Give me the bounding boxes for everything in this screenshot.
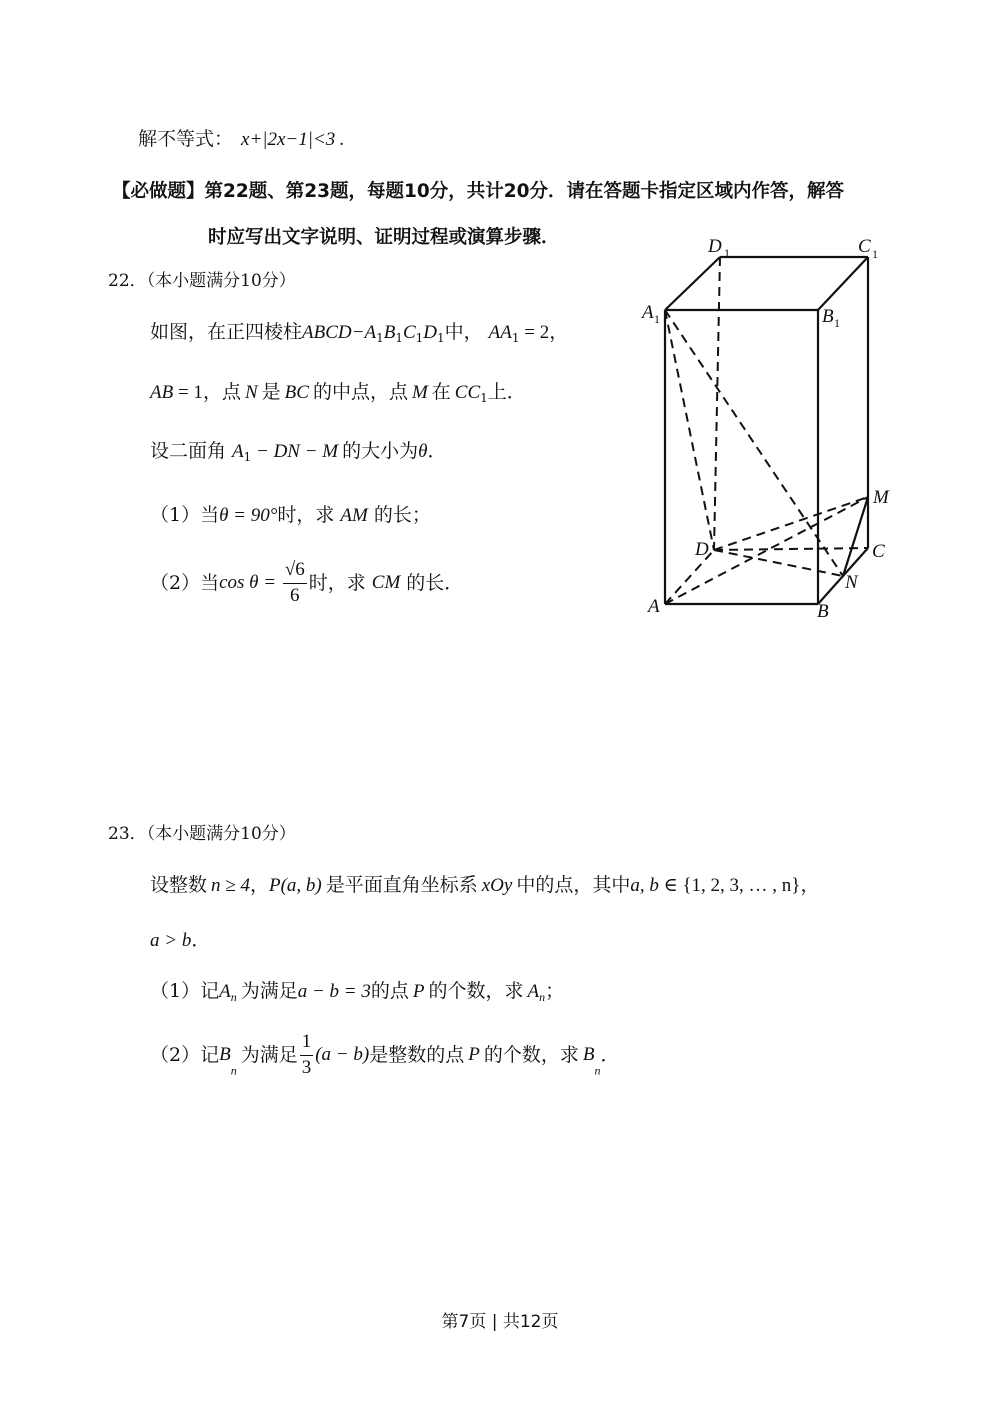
segment-a1-d — [665, 310, 714, 550]
q22-line2: AB = 1，点 N 是 BC 的中点，点 M 在 $CC_1$上． — [150, 381, 526, 405]
label-d1: D — [708, 236, 722, 257]
q22-part2: （2）当cos θ = $\frac{√6}{6}$ 时，求 CM 的长． — [150, 559, 464, 606]
q23-part2: （2）记$B_n$为满足 $\frac{1}{3}$ (a − b)是整数的点 P 的个数，求 $B_n$． — [150, 1031, 620, 1078]
fraction-sqrt6-over-6: $\frac{√6}{6}$ — [284, 559, 305, 606]
fraction-one-third: $\frac{1}{3}$ — [301, 1031, 312, 1078]
label-a: A — [648, 596, 660, 617]
section-instruction-line1: 【必做题】第22题、第23题，每题10分，共计20分．请在答题卡指定区域内作答，解答 — [112, 181, 844, 202]
segment-d-m — [714, 497, 868, 550]
inequality-line: 解不等式： x+|2x−1|<3 . — [138, 128, 345, 150]
q23-line2: a > b． — [150, 930, 211, 951]
svg-text:1: 1 — [654, 312, 660, 326]
label-b: B — [817, 601, 829, 622]
q22-line3: 设二面角 $A_1$ − DN − M 的大小为θ． — [150, 440, 447, 464]
q22-part1: （1）当θ = 90°时，求 AM 的长； — [150, 504, 431, 526]
svg-text:1: 1 — [872, 247, 878, 261]
edge-d1-d — [714, 257, 720, 550]
label-m: M — [873, 487, 889, 508]
segment-d-n — [714, 550, 843, 576]
edge-a1-d1 — [665, 257, 720, 310]
q23-header: 23．（本小题满分10分） — [108, 824, 296, 844]
q22-header: 22．（本小题满分10分） — [108, 271, 296, 291]
edge-b1-c1 — [818, 257, 868, 310]
svg-text:1: 1 — [724, 246, 730, 260]
segment-m-n — [843, 497, 868, 576]
edge-d-c — [714, 548, 868, 550]
q23-line1: 设整数 n ≥ 4，P(a, b) 是平面直角坐标系 xOy 中的点，其中a, b ∈ {1, 2, 3, … , n}， — [150, 874, 820, 896]
svg-text:1: 1 — [834, 316, 840, 330]
q22-line1: 如图，在正四棱柱$ABCD-A_1B_1C_1D_1$中， $AA_1 = 2$， — [150, 321, 569, 345]
label-c1: C — [858, 236, 871, 257]
label-c: C — [872, 541, 885, 562]
section-instruction-line2: 时应写出文字说明、证明过程或演算步骤． — [208, 227, 560, 248]
label-a1: A — [642, 302, 654, 323]
q23-part1: （1）记$A_n$ 为满足a − b = 3的点 P 的个数，求 $A_n$； — [150, 980, 565, 1004]
page-footer: 第7页 | 共12页 — [441, 1312, 559, 1332]
label-d: D — [695, 539, 709, 560]
label-b1: B — [822, 306, 834, 327]
label-n: N — [845, 572, 858, 593]
